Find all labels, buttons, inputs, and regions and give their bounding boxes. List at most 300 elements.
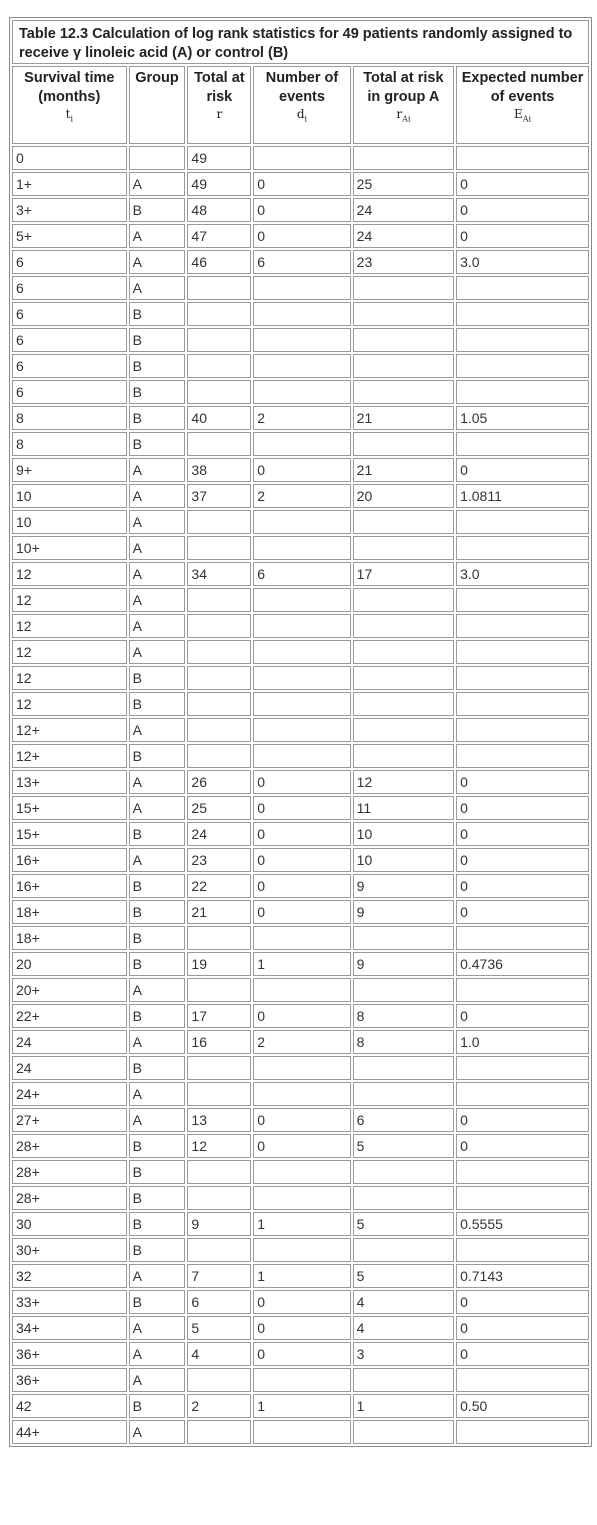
table-row bbox=[12, 1030, 589, 1054]
cell-number-of-events bbox=[253, 588, 350, 612]
cell-group: B bbox=[129, 666, 186, 690]
cell-number-of-events: 2 bbox=[253, 406, 350, 430]
cell-survival-time: 3+ bbox=[12, 198, 127, 222]
header-symbol bbox=[256, 107, 347, 126]
cell-group: A bbox=[129, 718, 186, 742]
cell-expected-events: 0.5555 bbox=[456, 1212, 589, 1236]
cell-survival-time: 5+ bbox=[12, 224, 127, 248]
cell-survival-time: 12 bbox=[12, 640, 127, 664]
cell-total-at-risk bbox=[187, 1056, 251, 1080]
cell-expected-events: 0 bbox=[456, 796, 589, 820]
table-row bbox=[12, 484, 589, 508]
table-row bbox=[12, 1056, 589, 1080]
cell-total-at-risk-group-a: 10 bbox=[353, 848, 454, 872]
cell-survival-time: 6 bbox=[12, 380, 127, 404]
cell-survival-time: 24 bbox=[12, 1056, 127, 1080]
cell-group: B bbox=[129, 874, 186, 898]
cell-total-at-risk-group-a bbox=[353, 692, 454, 716]
cell-total-at-risk-group-a: 24 bbox=[353, 198, 454, 222]
cell-number-of-events bbox=[253, 614, 350, 638]
cell-number-of-events: 0 bbox=[253, 224, 350, 248]
symbol-base: t bbox=[65, 107, 71, 121]
cell-total-at-risk: 21 bbox=[187, 900, 251, 924]
cell-total-at-risk-group-a: 25 bbox=[353, 172, 454, 196]
cell-expected-events: 0 bbox=[456, 874, 589, 898]
cell-survival-time: 8 bbox=[12, 406, 127, 430]
cell-expected-events bbox=[456, 978, 589, 1002]
cell-total-at-risk: 9 bbox=[187, 1212, 251, 1236]
cell-total-at-risk bbox=[187, 1368, 251, 1392]
cell-expected-events: 0 bbox=[456, 172, 589, 196]
cell-number-of-events: 0 bbox=[253, 770, 350, 794]
symbol-base: r bbox=[396, 107, 403, 121]
table-row bbox=[12, 1082, 589, 1106]
cell-group: B bbox=[129, 1134, 186, 1158]
cell-expected-events bbox=[456, 692, 589, 716]
cell-total-at-risk bbox=[187, 1186, 251, 1210]
cell-group: A bbox=[129, 640, 186, 664]
cell-total-at-risk: 19 bbox=[187, 952, 251, 976]
cell-survival-time: 10 bbox=[12, 484, 127, 508]
cell-group: A bbox=[129, 614, 186, 638]
cell-expected-events: 1.05 bbox=[456, 406, 589, 430]
cell-number-of-events: 2 bbox=[253, 484, 350, 508]
cell-group: A bbox=[129, 562, 186, 586]
cell-number-of-events: 0 bbox=[253, 1108, 350, 1132]
cell-survival-time: 0 bbox=[12, 146, 127, 170]
table-row bbox=[12, 1108, 589, 1132]
cell-expected-events: 1.0811 bbox=[456, 484, 589, 508]
cell-total-at-risk bbox=[187, 1160, 251, 1184]
cell-survival-time: 16+ bbox=[12, 874, 127, 898]
cell-survival-time: 42 bbox=[12, 1394, 127, 1418]
cell-total-at-risk: 34 bbox=[187, 562, 251, 586]
cell-group: B bbox=[129, 380, 186, 404]
cell-total-at-risk-group-a: 17 bbox=[353, 562, 454, 586]
cell-number-of-events: 0 bbox=[253, 796, 350, 820]
cell-group: B bbox=[129, 926, 186, 950]
cell-group: B bbox=[129, 302, 186, 326]
header-title: Total at risk in group A bbox=[363, 70, 444, 105]
table-row bbox=[12, 874, 589, 898]
cell-number-of-events: 0 bbox=[253, 848, 350, 872]
cell-survival-time: 30+ bbox=[12, 1238, 127, 1262]
table-row bbox=[12, 302, 589, 326]
cell-total-at-risk bbox=[187, 614, 251, 638]
table-row bbox=[12, 1160, 589, 1184]
cell-number-of-events bbox=[253, 380, 350, 404]
cell-number-of-events: 0 bbox=[253, 874, 350, 898]
cell-expected-events: 0.7143 bbox=[456, 1264, 589, 1288]
cell-group: B bbox=[129, 1212, 186, 1236]
cell-group: B bbox=[129, 952, 186, 976]
table-row bbox=[12, 198, 589, 222]
cell-expected-events bbox=[456, 302, 589, 326]
cell-survival-time: 22+ bbox=[12, 1004, 127, 1028]
cell-survival-time: 33+ bbox=[12, 1290, 127, 1314]
table-row bbox=[12, 1134, 589, 1158]
cell-expected-events bbox=[456, 536, 589, 560]
cell-total-at-risk-group-a bbox=[353, 666, 454, 690]
cell-total-at-risk-group-a bbox=[353, 744, 454, 768]
cell-expected-events: 0 bbox=[456, 848, 589, 872]
cell-survival-time: 34+ bbox=[12, 1316, 127, 1340]
cell-expected-events bbox=[456, 354, 589, 378]
cell-total-at-risk-group-a bbox=[353, 1160, 454, 1184]
cell-total-at-risk: 5 bbox=[187, 1316, 251, 1340]
table-row bbox=[12, 354, 589, 378]
cell-group: B bbox=[129, 1290, 186, 1314]
cell-number-of-events: 0 bbox=[253, 822, 350, 846]
cell-group: A bbox=[129, 1368, 186, 1392]
cell-total-at-risk bbox=[187, 666, 251, 690]
cell-expected-events: 0 bbox=[456, 1108, 589, 1132]
table-row bbox=[12, 796, 589, 820]
cell-group: A bbox=[129, 848, 186, 872]
cell-expected-events bbox=[456, 328, 589, 352]
cell-group: B bbox=[129, 198, 186, 222]
cell-total-at-risk: 25 bbox=[187, 796, 251, 820]
cell-total-at-risk: 46 bbox=[187, 250, 251, 274]
cell-total-at-risk: 12 bbox=[187, 1134, 251, 1158]
cell-total-at-risk-group-a bbox=[353, 354, 454, 378]
cell-group bbox=[129, 146, 186, 170]
cell-group: B bbox=[129, 1394, 186, 1418]
cell-survival-time: 12 bbox=[12, 614, 127, 638]
symbol-subscript: i bbox=[70, 114, 73, 124]
table-row bbox=[12, 172, 589, 196]
cell-total-at-risk-group-a: 21 bbox=[353, 406, 454, 430]
cell-total-at-risk: 23 bbox=[187, 848, 251, 872]
table-row bbox=[12, 1004, 589, 1028]
cell-expected-events bbox=[456, 744, 589, 768]
table-row bbox=[12, 328, 589, 352]
cell-survival-time: 6 bbox=[12, 354, 127, 378]
cell-expected-events bbox=[456, 1056, 589, 1080]
cell-expected-events: 0 bbox=[456, 1316, 589, 1340]
cell-total-at-risk-group-a: 9 bbox=[353, 874, 454, 898]
cell-number-of-events bbox=[253, 1186, 350, 1210]
cell-survival-time: 8 bbox=[12, 432, 127, 456]
cell-expected-events bbox=[456, 1238, 589, 1262]
cell-number-of-events bbox=[253, 146, 350, 170]
header-row bbox=[12, 66, 589, 144]
symbol-subscript: Ai bbox=[522, 114, 532, 124]
cell-number-of-events bbox=[253, 718, 350, 742]
table-row bbox=[12, 146, 589, 170]
table-row bbox=[12, 1316, 589, 1340]
cell-expected-events: 0 bbox=[456, 1290, 589, 1314]
cell-total-at-risk-group-a: 1 bbox=[353, 1394, 454, 1418]
cell-survival-time: 12+ bbox=[12, 718, 127, 742]
cell-number-of-events bbox=[253, 926, 350, 950]
table-row bbox=[12, 406, 589, 430]
cell-total-at-risk-group-a: 4 bbox=[353, 1290, 454, 1314]
cell-expected-events: 0 bbox=[456, 224, 589, 248]
cell-expected-events: 0 bbox=[456, 458, 589, 482]
cell-survival-time: 6 bbox=[12, 328, 127, 352]
cell-number-of-events: 0 bbox=[253, 1290, 350, 1314]
cell-number-of-events: 6 bbox=[253, 562, 350, 586]
cell-survival-time: 18+ bbox=[12, 926, 127, 950]
cell-total-at-risk-group-a: 11 bbox=[353, 796, 454, 820]
cell-number-of-events bbox=[253, 510, 350, 534]
cell-expected-events bbox=[456, 510, 589, 534]
table-row bbox=[12, 250, 589, 274]
cell-total-at-risk-group-a: 24 bbox=[353, 224, 454, 248]
table-row bbox=[12, 666, 589, 690]
cell-number-of-events: 0 bbox=[253, 900, 350, 924]
cell-survival-time: 16+ bbox=[12, 848, 127, 872]
cell-total-at-risk-group-a bbox=[353, 380, 454, 404]
table-row bbox=[12, 926, 589, 950]
cell-group: A bbox=[129, 1264, 186, 1288]
cell-expected-events: 0 bbox=[456, 1004, 589, 1028]
table-row bbox=[12, 380, 589, 404]
header-expected-events bbox=[456, 66, 589, 144]
cell-total-at-risk-group-a: 8 bbox=[353, 1004, 454, 1028]
cell-total-at-risk bbox=[187, 276, 251, 300]
cell-survival-time: 12+ bbox=[12, 744, 127, 768]
cell-total-at-risk-group-a bbox=[353, 146, 454, 170]
cell-total-at-risk bbox=[187, 432, 251, 456]
cell-total-at-risk-group-a bbox=[353, 1368, 454, 1392]
cell-expected-events bbox=[456, 1082, 589, 1106]
table-row bbox=[12, 1394, 589, 1418]
cell-survival-time: 10+ bbox=[12, 536, 127, 560]
cell-group: A bbox=[129, 510, 186, 534]
cell-group: A bbox=[129, 250, 186, 274]
header-group bbox=[129, 66, 186, 144]
cell-survival-time: 28+ bbox=[12, 1186, 127, 1210]
cell-expected-events: 1.0 bbox=[456, 1030, 589, 1054]
cell-total-at-risk-group-a: 5 bbox=[353, 1212, 454, 1236]
table-row bbox=[12, 952, 589, 976]
cell-group: B bbox=[129, 1004, 186, 1028]
cell-total-at-risk: 40 bbox=[187, 406, 251, 430]
table-row bbox=[12, 510, 589, 534]
table-row bbox=[12, 224, 589, 248]
header-survival-time bbox=[12, 66, 127, 144]
header-title: Group bbox=[135, 70, 179, 86]
cell-number-of-events bbox=[253, 1056, 350, 1080]
cell-total-at-risk: 16 bbox=[187, 1030, 251, 1054]
cell-group: A bbox=[129, 458, 186, 482]
cell-expected-events: 0 bbox=[456, 1342, 589, 1366]
cell-survival-time: 6 bbox=[12, 276, 127, 300]
cell-total-at-risk-group-a: 9 bbox=[353, 952, 454, 976]
cell-group: A bbox=[129, 1108, 186, 1132]
cell-total-at-risk bbox=[187, 718, 251, 742]
cell-survival-time: 32 bbox=[12, 1264, 127, 1288]
cell-group: B bbox=[129, 1186, 186, 1210]
table-row bbox=[12, 640, 589, 664]
table-row bbox=[12, 1212, 589, 1236]
cell-total-at-risk-group-a bbox=[353, 1056, 454, 1080]
cell-total-at-risk: 49 bbox=[187, 172, 251, 196]
cell-group: A bbox=[129, 536, 186, 560]
cell-number-of-events bbox=[253, 744, 350, 768]
cell-group: B bbox=[129, 744, 186, 768]
cell-total-at-risk bbox=[187, 354, 251, 378]
table-row bbox=[12, 848, 589, 872]
cell-number-of-events: 0 bbox=[253, 198, 350, 222]
cell-total-at-risk-group-a: 5 bbox=[353, 1264, 454, 1288]
cell-group: B bbox=[129, 1238, 186, 1262]
cell-expected-events: 0 bbox=[456, 1134, 589, 1158]
table-row bbox=[12, 432, 589, 456]
header-symbol bbox=[356, 107, 451, 126]
cell-survival-time: 18+ bbox=[12, 900, 127, 924]
table-row bbox=[12, 1238, 589, 1262]
cell-number-of-events bbox=[253, 1082, 350, 1106]
header-number-of-events bbox=[253, 66, 350, 144]
cell-total-at-risk: 24 bbox=[187, 822, 251, 846]
cell-group: B bbox=[129, 328, 186, 352]
cell-survival-time: 9+ bbox=[12, 458, 127, 482]
cell-total-at-risk-group-a bbox=[353, 510, 454, 534]
cell-number-of-events: 1 bbox=[253, 1264, 350, 1288]
cell-group: B bbox=[129, 354, 186, 378]
cell-survival-time: 12 bbox=[12, 666, 127, 690]
symbol-subscript: Ai bbox=[402, 114, 411, 124]
cell-total-at-risk: 38 bbox=[187, 458, 251, 482]
cell-expected-events: 3.0 bbox=[456, 250, 589, 274]
cell-total-at-risk bbox=[187, 640, 251, 664]
header-symbol bbox=[15, 107, 124, 126]
table-row bbox=[12, 900, 589, 924]
cell-total-at-risk bbox=[187, 380, 251, 404]
cell-survival-time: 24+ bbox=[12, 1082, 127, 1106]
cell-total-at-risk-group-a: 10 bbox=[353, 822, 454, 846]
cell-group: A bbox=[129, 276, 186, 300]
cell-total-at-risk: 49 bbox=[187, 146, 251, 170]
cell-number-of-events: 0 bbox=[253, 1004, 350, 1028]
cell-expected-events bbox=[456, 926, 589, 950]
table-row bbox=[12, 770, 589, 794]
cell-expected-events: 0 bbox=[456, 822, 589, 846]
cell-number-of-events bbox=[253, 1368, 350, 1392]
cell-number-of-events bbox=[253, 666, 350, 690]
table-row bbox=[12, 562, 589, 586]
table-row bbox=[12, 1368, 589, 1392]
cell-expected-events bbox=[456, 1368, 589, 1392]
cell-survival-time: 28+ bbox=[12, 1160, 127, 1184]
cell-number-of-events: 6 bbox=[253, 250, 350, 274]
cell-survival-time: 6 bbox=[12, 302, 127, 326]
symbol-base: d bbox=[296, 107, 305, 121]
cell-total-at-risk-group-a: 20 bbox=[353, 484, 454, 508]
cell-survival-time: 28+ bbox=[12, 1134, 127, 1158]
log-rank-table bbox=[10, 64, 591, 1446]
symbol-base: E bbox=[513, 107, 523, 121]
cell-group: A bbox=[129, 172, 186, 196]
cell-expected-events bbox=[456, 380, 589, 404]
cell-total-at-risk: 22 bbox=[187, 874, 251, 898]
header-total-at-risk-group-a bbox=[353, 66, 454, 144]
cell-group: A bbox=[129, 1082, 186, 1106]
cell-expected-events bbox=[456, 640, 589, 664]
cell-total-at-risk-group-a bbox=[353, 302, 454, 326]
cell-group: B bbox=[129, 406, 186, 430]
cell-total-at-risk bbox=[187, 536, 251, 560]
cell-total-at-risk: 2 bbox=[187, 1394, 251, 1418]
cell-total-at-risk-group-a: 5 bbox=[353, 1134, 454, 1158]
cell-total-at-risk-group-a: 8 bbox=[353, 1030, 454, 1054]
cell-group: A bbox=[129, 770, 186, 794]
cell-total-at-risk-group-a: 12 bbox=[353, 770, 454, 794]
cell-survival-time: 12 bbox=[12, 692, 127, 716]
cell-number-of-events bbox=[253, 640, 350, 664]
cell-number-of-events bbox=[253, 354, 350, 378]
cell-expected-events bbox=[456, 614, 589, 638]
cell-expected-events: 0.50 bbox=[456, 1394, 589, 1418]
cell-group: B bbox=[129, 900, 186, 924]
cell-total-at-risk-group-a bbox=[353, 432, 454, 456]
cell-expected-events: 0.4736 bbox=[456, 952, 589, 976]
cell-survival-time: 10 bbox=[12, 510, 127, 534]
cell-group: A bbox=[129, 588, 186, 612]
cell-survival-time: 15+ bbox=[12, 796, 127, 820]
table-row bbox=[12, 978, 589, 1002]
cell-number-of-events bbox=[253, 432, 350, 456]
cell-total-at-risk-group-a: 9 bbox=[353, 900, 454, 924]
table-row bbox=[12, 1342, 589, 1366]
cell-number-of-events: 0 bbox=[253, 1316, 350, 1340]
cell-expected-events: 0 bbox=[456, 198, 589, 222]
cell-total-at-risk-group-a: 6 bbox=[353, 1108, 454, 1132]
cell-number-of-events: 1 bbox=[253, 1394, 350, 1418]
cell-total-at-risk bbox=[187, 1082, 251, 1106]
cell-survival-time: 12 bbox=[12, 588, 127, 612]
cell-survival-time: 1+ bbox=[12, 172, 127, 196]
cell-survival-time: 6 bbox=[12, 250, 127, 274]
table-row bbox=[12, 458, 589, 482]
header-symbol bbox=[459, 107, 586, 126]
cell-expected-events: 3.0 bbox=[456, 562, 589, 586]
cell-total-at-risk-group-a bbox=[353, 640, 454, 664]
cell-total-at-risk bbox=[187, 1420, 251, 1444]
cell-survival-time: 15+ bbox=[12, 822, 127, 846]
table-row bbox=[12, 614, 589, 638]
table-row bbox=[12, 1186, 589, 1210]
cell-expected-events bbox=[456, 718, 589, 742]
cell-survival-time: 20 bbox=[12, 952, 127, 976]
cell-total-at-risk-group-a bbox=[353, 1238, 454, 1262]
cell-total-at-risk bbox=[187, 510, 251, 534]
cell-number-of-events bbox=[253, 1160, 350, 1184]
cell-total-at-risk bbox=[187, 978, 251, 1002]
cell-number-of-events: 1 bbox=[253, 952, 350, 976]
cell-group: A bbox=[129, 484, 186, 508]
header-title: Expected number of events bbox=[461, 70, 584, 105]
header-title: Survival time (months) bbox=[24, 70, 115, 105]
cell-group: A bbox=[129, 978, 186, 1002]
cell-total-at-risk bbox=[187, 744, 251, 768]
header-symbol bbox=[190, 107, 248, 121]
cell-total-at-risk: 7 bbox=[187, 1264, 251, 1288]
table-row bbox=[12, 276, 589, 300]
cell-group: A bbox=[129, 1316, 186, 1340]
table-body bbox=[12, 146, 589, 1444]
cell-total-at-risk: 26 bbox=[187, 770, 251, 794]
cell-total-at-risk-group-a bbox=[353, 1420, 454, 1444]
cell-number-of-events: 1 bbox=[253, 1212, 350, 1236]
cell-expected-events: 0 bbox=[456, 900, 589, 924]
cell-number-of-events: 0 bbox=[253, 172, 350, 196]
cell-number-of-events: 0 bbox=[253, 458, 350, 482]
cell-group: A bbox=[129, 1030, 186, 1054]
